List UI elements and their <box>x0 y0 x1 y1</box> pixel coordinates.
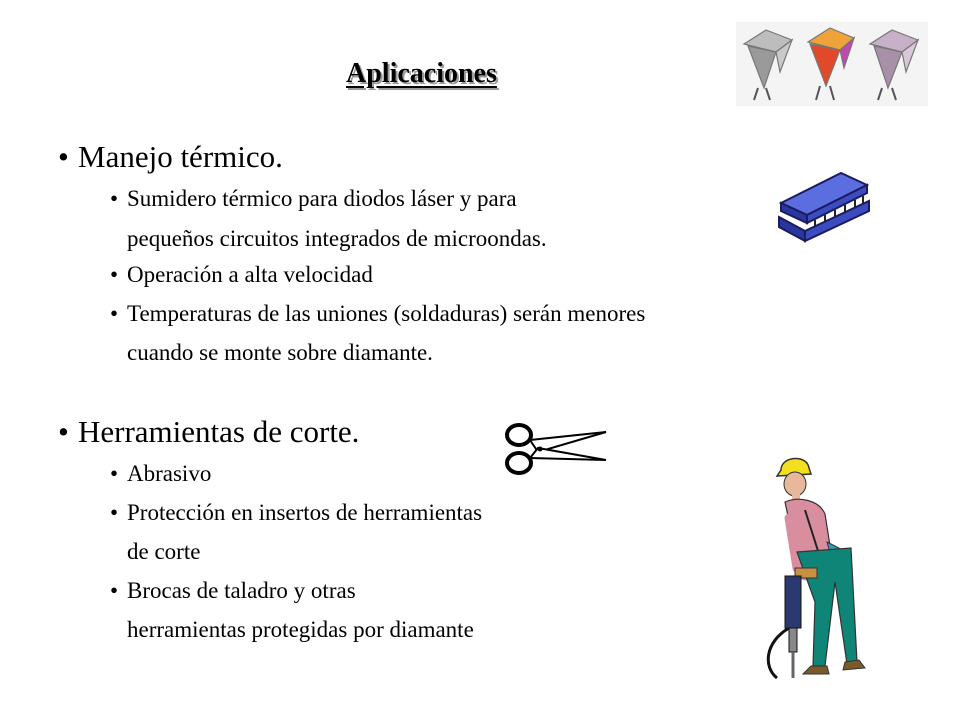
list-item: • Protección en insertos de herramientas <box>110 500 483 525</box>
section-heading-thermal: • Manejo térmico. <box>58 139 283 174</box>
list-item: • Temperaturas de las uniones (soldaduras) serán menores <box>110 301 646 326</box>
diamond-figures-logo-icon <box>736 22 928 106</box>
bullet: • <box>110 301 119 326</box>
integrated-circuit-chip-icon <box>775 165 873 247</box>
list-item: • Sumidero térmico para diodos láser y para <box>110 186 517 211</box>
list-item: • Operación a alta velocidad <box>110 262 373 287</box>
bullet: • <box>110 500 119 525</box>
construction-worker-jackhammer-icon <box>755 452 875 692</box>
list-item-continuation: cuando se monte sobre diamante. <box>127 340 433 365</box>
page-title: Aplicaciones <box>346 58 497 89</box>
list-item-continuation: de corte <box>127 539 201 564</box>
bullet: • <box>110 578 119 603</box>
bullet: • <box>110 461 119 486</box>
section-heading-cutting-tools: • Herramientas de corte. <box>58 414 360 449</box>
scissors-icon <box>502 418 612 480</box>
list-item-continuation: pequeños circuitos integrados de microondas. <box>127 226 547 251</box>
bullet: • <box>58 139 69 174</box>
list-item-continuation: herramientas protegidas por diamante <box>127 617 474 642</box>
bullet: • <box>58 414 69 449</box>
list-item: • Abrasivo <box>110 461 212 486</box>
list-item: • Brocas de taladro y otras <box>110 578 356 603</box>
bullet: • <box>110 186 119 211</box>
bullet: • <box>110 262 119 287</box>
